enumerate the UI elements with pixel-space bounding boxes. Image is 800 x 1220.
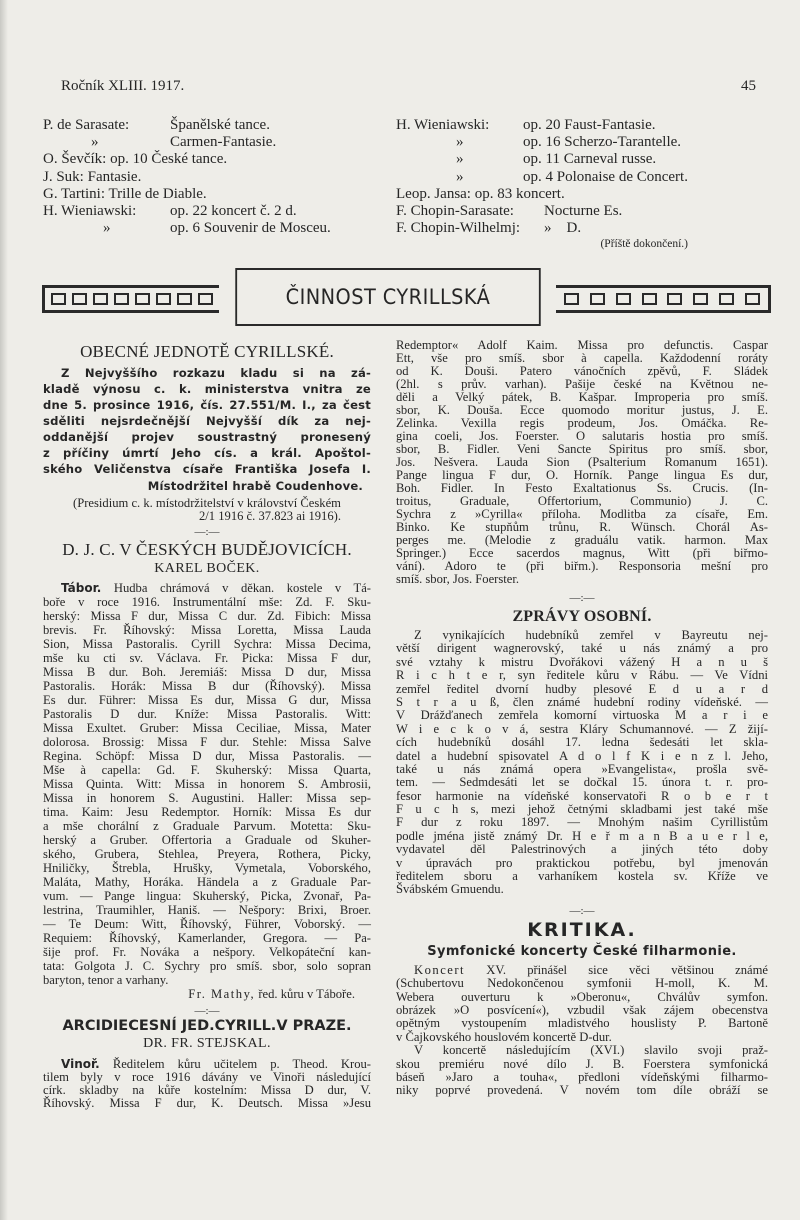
list-item: F. Chopin-Sarasate: Nocturne Es. — [396, 203, 623, 220]
section-heading: D. J. C. V ČESKÝCH BUDĚJOVICÍCH. — [62, 540, 352, 559]
text-line: sděliti nejsrdečnější Nejvyšší dík za nej- — [43, 414, 371, 428]
text-line: Springer.) Ecce sacerdos magnus, Witt (při biřmo- — [396, 546, 768, 560]
text-line: také u nás známá opera »Evangelista«, prošla svě- — [396, 761, 768, 776]
text-line: báseň »Jaro a touha«, předloni vídeňskými filharmo- — [396, 1069, 768, 1084]
text-line: Z Nejvyššího rozkazu kladu si na zá- — [61, 366, 371, 380]
text-line: opětným vystoupením mladistvého houslisty P. Bartoně — [396, 1016, 768, 1031]
banner-ornament-right — [556, 285, 771, 313]
text-line: své vztahy k mistru Dvořákovi vážený H a n u š — [396, 654, 768, 669]
repertoire-list-left — [43, 117, 331, 237]
separator: —:— — [194, 526, 220, 538]
list-item: » op. 6 Souvenir de Mosceu. — [103, 220, 331, 237]
text-line: zemřel ředitel dvorní hudby plesové E d u a r d — [396, 681, 768, 696]
text-line: fesor harmonie na vídeňské konservatoři R o b e r t — [396, 788, 768, 803]
text-line: šije prof. Fr. Nováka a nešpory. Velkopáteční kan- — [43, 945, 371, 959]
list-item: F. Chopin-Wilhelmj: » D. — [396, 220, 582, 237]
separator: —:— — [569, 904, 595, 917]
text-line: boře v roce 1916. Instrumentální mše: Zd. F. Sku- — [43, 595, 371, 609]
text-line: Jos. Nešvera. Lauda Sion (Psalterium Romanum 1651). — [396, 455, 768, 469]
text-line: Říhovský. Missa F dur, K. Deutsch. Missa »Jesu — [43, 1096, 371, 1110]
running-title: Ročník XLIII. 1917. — [61, 78, 185, 94]
text-line: herský: Missa F dur, Missa C dur. Zd. Fibich: Missa — [43, 609, 371, 623]
text-line: cích hudebníků dosáhl 17. ledna šedesáti let skla- — [396, 735, 768, 750]
text-line: Z vynikajících hudebníků zemřel v Bayreutu nej- — [414, 628, 768, 642]
text-line: oddanější projev soustrastný pronesený — [43, 430, 371, 444]
text-line: tilem byly v roce 1916 dávány ve Vinoři následující — [43, 1070, 371, 1084]
left-column — [43, 342, 371, 1110]
text-line: Tábor. Hudba chrámová v děkan. kostele v Tá- — [61, 581, 371, 595]
text-line: ského Veličenstva císaře Františka Josefa I. — [43, 462, 371, 476]
text-line: kladě výnosu c. k. ministerstva vnitra ze — [43, 382, 371, 396]
source-note: 2/1 1916 č. 37.823 ai 1916). — [198, 509, 341, 523]
text-line: dne 5. prosince 1916, čís. 27.551/M. I., za čest — [43, 398, 371, 412]
text-line: vum. — Pange lingua: Skuherský, Picka, Zvonař, Pa- — [43, 889, 371, 903]
continued-list — [396, 339, 768, 586]
text-line: dolorosa. Brossig: Missa F dur. Stehle: Missa Salve — [43, 735, 371, 749]
signature: Fr. Mathy, řed. kůru v Táboře. — [188, 987, 355, 1001]
list-item: P. de Sarasate: Španělské tance. — [43, 117, 270, 133]
separator: —:— — [194, 1005, 220, 1017]
banner-ornament-left — [42, 285, 219, 313]
text-line: herský a Gruber. Offertoria a Graduale od Skuher- — [43, 833, 371, 847]
text-line: niky poprvé provedená. V novém tom díle obráží se — [396, 1083, 768, 1098]
text-line: tem. — Sedmdesáti let se dočkal 15. února t. r. pro- — [396, 775, 768, 790]
text-line: — Te Deum: Witt, Říhovský, Führer, Voborský. — — [43, 917, 371, 931]
text-line: W i e c k o v á, sestra Kláry Schumannové. — Z žijí- — [396, 721, 768, 736]
list-item: G. Tartini: Trille de Diable. — [43, 185, 207, 202]
text-line: ského, Grubera, Stehlea, Preyera, Rothera, Picky, — [43, 847, 371, 861]
source-note: (Presidium c. k. místodržitelství v království Českém — [73, 496, 341, 510]
text-line: vydavatel děl Palestrinových a jiných této doby — [396, 842, 768, 857]
text-line: Pastoralis D dur. Kníže: Missa Pastoralis. Witt: — [43, 707, 371, 721]
personal-news — [396, 629, 768, 897]
text-line: tima. Kaim: Jesu Redemptor. Horník: Missa Es dur — [43, 805, 371, 819]
text-line: děli a Velký pátek, B. Kašpar. Improperia pro smíš. — [396, 390, 768, 404]
list-item: H. Wieniawski: op. 20 Faust-Fantasie. — [396, 117, 656, 133]
section-heading: ARCIDIECESNÍ JED.CYRILL.V PRAZE. — [62, 1018, 352, 1034]
section-author: DR. FR. STEJSKAL. — [143, 1036, 271, 1051]
text-line: Sychra z »Cyrilla« příloha. Modlitba za císaře, Em. — [396, 507, 768, 521]
text-line: F u c h s, mezi jehož četnými skladbami jest také mše — [396, 802, 768, 817]
text-line: z příčiny úmrtí Jeho cís. a král. Apoštol- — [43, 446, 371, 460]
text-line: sbor, K. Douša. Ecce quomodo moritur justus, J. E. — [396, 403, 768, 417]
text-line: a mše chorální z Graduale Parvum. Motetta: Sku- — [43, 819, 371, 833]
place-name: Vinoř. — [61, 1057, 100, 1071]
text-line: Boh. Fidler. In Festo Exaltationus Ss. Crucis. (In- — [396, 481, 768, 495]
section-subheading: Symfonické koncerty České filharmonie. — [427, 943, 737, 959]
continued-note: (Příště dokončení.) — [600, 238, 688, 251]
text-line: od K. Douši. Patero vánočních zpěvů, F. Sládek — [396, 364, 768, 378]
text-line: Sion, Missa Pastoralis. Cyrill Sychra: Missa Decima, — [43, 637, 371, 651]
text-line: troitus, Graduale, Offertorium, Communio) J. C. — [396, 494, 768, 508]
text-line: gina coeli, Jos. Foerster. O salutaris hostia pro smíš. — [396, 429, 768, 443]
text-line: Missa Exultet. Gruber: Missa Ceciliae, Missa, Mater — [43, 721, 371, 735]
text-line: (2hl. s prův. varhan). Pašije české na Květnou ne- — [396, 377, 768, 391]
text-line: brevis. Fr. Říhovský: Missa Loretta, Missa Lauda — [43, 623, 371, 637]
text-line: v Čajkovského houslovém koncertě D-dur. — [396, 1029, 612, 1044]
section-author: KAREL BOČEK. — [154, 561, 260, 576]
text-line: Švábském Gmuendu. — [396, 882, 504, 897]
lead-word: Koncert — [414, 962, 466, 977]
text-line: větší dirigent wagnerovský, také u nás známý a pro — [396, 641, 768, 656]
repertoire-list-right — [396, 117, 688, 252]
list-item: » op. 4 Polonaise de Concert. — [456, 168, 688, 185]
text-line: vání). Adoro te (při biřm.). Responsoria mešní pro — [396, 559, 768, 573]
text-line: tata: Golgota J. C. Sychry pro smíš. sbor, solo sopran — [43, 959, 371, 973]
text-line: Koncert XV. přinášel sice věci většinou známé — [414, 962, 768, 977]
text-line: R i c h t e r, syn ředitele kůru v Rábu. — Ve Vídni — [396, 668, 768, 683]
list-item: H. Wieniawski: op. 22 koncert č. 2 d. — [43, 203, 297, 220]
text-line: Regina. Schöpf: Missa D dur, Missa Pastoralis. — — [43, 749, 371, 763]
page-number: 45 — [741, 78, 756, 94]
right-column — [396, 339, 768, 1098]
text-line: Hniličky, Štrebla, Hrušky, Vymetala, Voborského, — [43, 861, 371, 875]
text-line: Maláta, Mathy, Horáka. Händela a z Graduale Par- — [43, 875, 371, 889]
concert-review — [396, 964, 768, 1098]
tabor-report — [43, 581, 371, 1002]
text-line: Ett, vše pro smíš. sbor à capella. Každodenní roráty — [396, 351, 768, 365]
list-item: J. Suk: Fantasie. — [43, 168, 142, 185]
list-item: » op. 11 Carneval russe. — [456, 151, 657, 168]
text-line: (Schubertovu Nedokončenou symfonii H-moll, K. M. — [396, 976, 768, 991]
text-line: Missa Quinta. Witt: Missa in honorem S. Ambrosii, — [43, 777, 371, 791]
text-line: perges me. (Melodie z graduálu vatik. harmon. Max — [396, 533, 768, 547]
text-line: podle jména jistě známý Dr. H e ř m a n B a u e r l e, — [396, 828, 768, 843]
announcement-text — [43, 365, 371, 477]
text-line: Zelinka. Vexilla regis prodeum, Jos. Omáčka. Re- — [396, 416, 768, 430]
text-line: v úpravách pro praktickou potřebu, byl jmenován — [396, 855, 768, 870]
text-line: Missa in honorem S. Augustini. Haller: Missa sep- — [43, 791, 371, 805]
section-heading: KRITIKA. — [527, 918, 637, 941]
text-line: Mše à capella: Gd. F. Skuherský: Missa Quarta, — [43, 763, 371, 777]
text-line: Webera ouverturu k »Oberonu«, Chválův symfon. — [396, 989, 768, 1004]
text-line: F dur z roku 1897. — Mnohým našim Cyrillistům — [396, 815, 768, 830]
separator: —:— — [569, 592, 595, 604]
text-line: Es dur. Führer: Missa Es dur, Missa G dur, Missa — [43, 693, 371, 707]
list-item: » Carmen-Fantasie. — [91, 134, 277, 151]
text-line: Pastoralis. Horák: Missa B dur (Říhovský). Missa — [43, 679, 371, 693]
text-line: Pange lingua F dur, O. Horník. Pange lingua Es dur, — [396, 468, 768, 482]
text-line: Requiem: Říhovský, Kamerlander, Gregora. — Pa- — [43, 931, 371, 945]
section-heading: OBECNÉ JEDNOTĚ CYRILLSKÉ. — [80, 342, 334, 361]
vinor-report — [43, 1058, 371, 1110]
text-line: sbor, B. Fidler. Veni Sancte Spiritus pro smíš. sbor, — [396, 442, 768, 456]
text-line: lestrina, Traumihler, Haniš. — Nešpory: Brixi, Broer. — [43, 903, 371, 917]
text-line: datel a hudební spisovatel A d o l f K i e n z l. Jeho, — [396, 748, 768, 763]
section-heading: ZPRÁVY OSOBNÍ. — [512, 608, 652, 625]
page-edge-shadow — [0, 0, 8, 1220]
text-line: skou premiéru nové dílo J. B. Foerstera symfonická — [396, 1056, 768, 1071]
list-item: O. Ševčík: op. 10 České tance. — [43, 151, 228, 168]
text-line: obrázek »O posvícení«), vzbudil však zájem obecenstva — [396, 1002, 768, 1017]
text-line: círk. skladby na kůře kostelním: Missa D dur, V. — [43, 1083, 371, 1097]
signature: Místodržitel hrabě Coudenhove. — [147, 479, 363, 493]
list-item: » op. 16 Scherzo-Tarantelle. — [456, 134, 682, 151]
text-line: smíš. sbor, Jos. Foerster. — [396, 572, 519, 586]
section-banner-title: ČINNOST CYRILLSKÁ — [235, 268, 540, 326]
text-line: Binko. Ke stupňům trůnu, R. Wünsch. Chorál As- — [396, 520, 768, 534]
text-line: Vinoř. Ředitelem kůru učitelem p. Theod. Krou- — [61, 1057, 371, 1071]
text-line: Missa B dur. Boh. Jeremiáš: Missa D dur, Missa — [43, 665, 371, 679]
text-line: baryton, tenor a varhany. — [43, 973, 169, 987]
text-line: ředitelem sboru a varhaníkem kostela sv. Kříže ve — [396, 869, 768, 884]
list-item: Leop. Jansa: op. 83 koncert. — [396, 185, 565, 202]
text-line: V koncertě následujícím (XVI.) slavilo svoji praž- — [414, 1043, 768, 1058]
place-name: Tábor. — [61, 581, 102, 595]
text-line: S t r a u ß, člen známé hudební rodiny vídeňské. — — [396, 694, 768, 709]
text-line: Redemptor« Adolf Kaim. Missa pro defunctis. Caspar — [396, 338, 768, 352]
text-line: V Drážďanech zemřela komorní virtuoska M a r i e — [396, 708, 768, 723]
text-line: mše ku cti sv. Václava. Fr. Picka: Missa F dur, — [43, 651, 371, 665]
